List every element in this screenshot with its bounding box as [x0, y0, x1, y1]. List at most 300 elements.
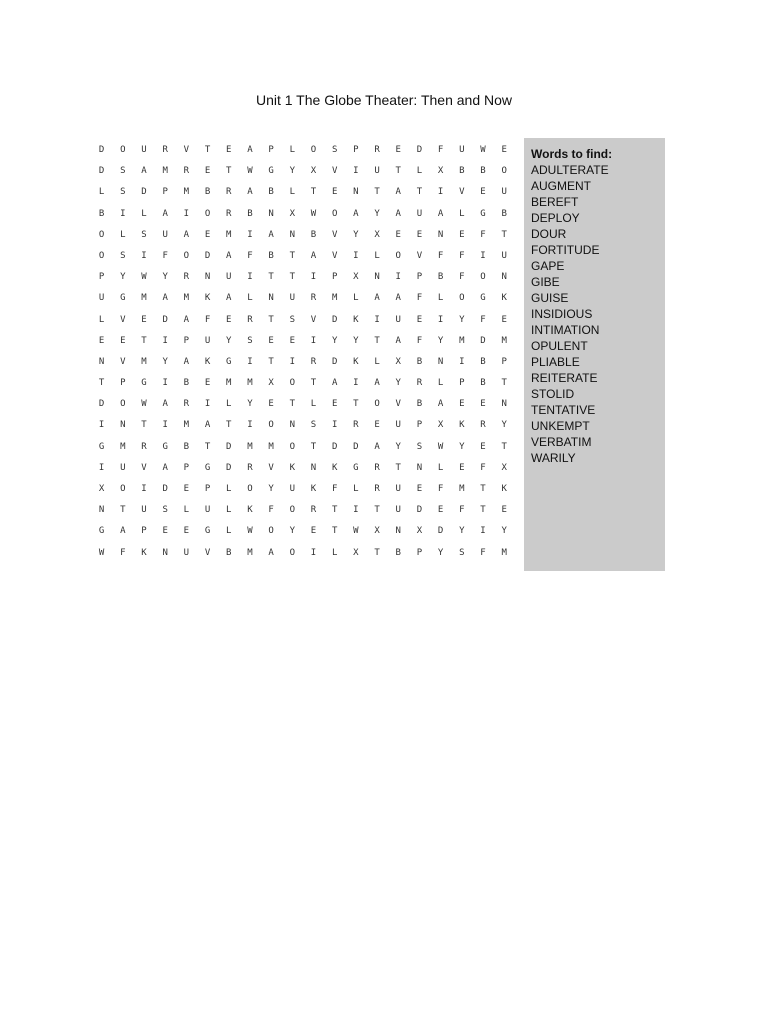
grid-letter: I: [310, 335, 317, 346]
grid-letter: E: [501, 505, 507, 516]
grid-letter: U: [204, 335, 211, 346]
grid-letter: L: [289, 145, 295, 155]
grid-letter: Y: [501, 420, 507, 431]
grid-letter: T: [310, 441, 317, 452]
grid-letter: E: [141, 314, 147, 325]
grid-letter: D: [98, 145, 105, 155]
word-list-item: GUISE: [531, 291, 569, 305]
word-search-grid: [91, 140, 515, 564]
grid-letter: I: [310, 272, 317, 283]
grid-letter: B: [183, 441, 190, 452]
grid-letter: I: [141, 250, 147, 261]
grid-letter: U: [501, 187, 507, 198]
word-list-item: WARILY: [531, 451, 576, 465]
grid-letter: N: [374, 272, 380, 283]
grid-letter: B: [480, 356, 486, 367]
grid-letter: P: [268, 145, 274, 155]
grid-letter: I: [247, 356, 253, 367]
grid-letter: E: [268, 335, 274, 346]
grid-letter: D: [204, 250, 211, 261]
grid-letter: G: [204, 462, 211, 473]
grid-letter: K: [310, 484, 317, 494]
grid-letter: W: [353, 526, 359, 537]
grid-letter: E: [162, 526, 168, 537]
grid-letter: O: [247, 484, 253, 494]
grid-letter: V: [331, 250, 338, 261]
grid-letter: O: [289, 505, 295, 516]
grid-letter: R: [480, 420, 486, 431]
grid-letter: L: [437, 378, 444, 389]
grid-letter: B: [226, 547, 232, 558]
grid-letter: R: [226, 187, 232, 198]
grid-letter: G: [480, 208, 486, 219]
grid-letter: M: [226, 378, 232, 389]
grid-letter: O: [204, 208, 211, 219]
grid-letter: X: [374, 526, 380, 537]
grid-letter: W: [247, 526, 253, 537]
grid-letter: L: [437, 462, 444, 473]
grid-letter: E: [480, 441, 486, 452]
word-list-item: DEPLOY: [531, 211, 580, 225]
grid-letter: A: [310, 250, 317, 261]
grid-letter: D: [98, 399, 105, 410]
grid-letter: Y: [395, 441, 401, 452]
grid-letter: I: [183, 208, 190, 219]
grid-letter: L: [459, 208, 465, 219]
grid-letter: T: [226, 166, 232, 177]
grid-letter: O: [374, 399, 380, 410]
grid-letter: L: [183, 505, 190, 516]
grid-letter: M: [459, 335, 465, 346]
grid-letter: A: [162, 399, 168, 410]
grid-letter: M: [183, 293, 190, 304]
grid-letter: E: [268, 399, 274, 410]
grid-letter: D: [162, 314, 168, 325]
grid-letter: O: [331, 208, 338, 219]
grid-letter: A: [395, 335, 401, 346]
grid-letter: U: [98, 293, 105, 304]
grid-letter: N: [289, 229, 295, 240]
grid-letter: U: [395, 420, 401, 431]
grid-letter: U: [204, 505, 211, 516]
grid-letter: S: [141, 229, 147, 240]
grid-letter: T: [374, 505, 380, 516]
grid-letter: L: [226, 505, 232, 516]
word-list-item: REITERATE: [531, 371, 598, 385]
grid-letter: V: [331, 229, 338, 240]
grid-letter: I: [353, 250, 359, 261]
grid-letter: T: [395, 462, 401, 473]
grid-letter: U: [183, 547, 190, 558]
grid-letter: M: [247, 547, 253, 558]
grid-letter: I: [353, 378, 359, 389]
grid-letter: Y: [226, 335, 232, 346]
grid-letter: T: [374, 187, 380, 198]
grid-letter: A: [204, 420, 211, 431]
grid-letter: T: [268, 314, 274, 325]
grid-letter: R: [310, 356, 317, 367]
grid-letter: D: [98, 166, 105, 177]
grid-letter: E: [459, 229, 465, 240]
grid-letter: Y: [501, 526, 507, 537]
grid-letter: A: [183, 229, 190, 240]
grid-letter: L: [437, 293, 444, 304]
grid-letter: O: [289, 547, 295, 558]
grid-letter: A: [141, 166, 147, 177]
grid-letter: Y: [289, 526, 295, 537]
grid-letter: I: [480, 250, 486, 261]
grid-letter: R: [310, 505, 317, 516]
grid-letter: I: [98, 462, 105, 473]
word-list-item: ADULTERATE: [531, 163, 609, 177]
grid-letter: E: [331, 399, 338, 410]
grid-letter: B: [310, 229, 317, 240]
word-list-item: FORTITUDE: [531, 243, 600, 257]
grid-letter: A: [120, 526, 126, 537]
grid-letter: X: [395, 356, 401, 367]
grid-letter: V: [183, 145, 190, 155]
grid-letter: U: [162, 229, 168, 240]
grid-letter: L: [120, 229, 126, 240]
grid-letter: R: [310, 293, 317, 304]
grid-letter: K: [353, 314, 359, 325]
grid-letter: T: [331, 505, 338, 516]
grid-letter: K: [501, 484, 507, 494]
grid-letter: U: [395, 314, 401, 325]
word-list-item: STOLID: [531, 387, 575, 401]
grid-letter: B: [416, 356, 423, 367]
grid-letter: T: [310, 378, 317, 389]
grid-letter: I: [162, 335, 168, 346]
word-list-panel: [524, 138, 665, 571]
grid-letter: O: [289, 378, 295, 389]
word-list-item: GAPE: [531, 259, 565, 273]
grid-letter: T: [353, 399, 359, 410]
grid-letter: D: [416, 145, 423, 155]
grid-letter: O: [98, 229, 105, 240]
grid-letter: O: [289, 441, 295, 452]
grid-letter: F: [331, 484, 338, 494]
grid-letter: K: [331, 462, 338, 473]
grid-letter: W: [310, 208, 317, 219]
grid-letter: A: [162, 293, 168, 304]
grid-letter: X: [353, 547, 359, 558]
grid-letter: G: [226, 356, 232, 367]
grid-letter: B: [204, 187, 211, 198]
grid-letter: G: [162, 441, 168, 452]
word-list-item: OPULENT: [531, 339, 588, 353]
grid-letter: P: [98, 272, 105, 283]
grid-letter: Y: [268, 484, 274, 494]
grid-letter: N: [310, 462, 317, 473]
grid-letter: N: [120, 420, 126, 431]
grid-letter: P: [183, 462, 190, 473]
grid-letter: N: [437, 229, 444, 240]
grid-letter: D: [331, 356, 338, 367]
grid-letter: T: [141, 335, 147, 346]
grid-letter: U: [501, 250, 507, 261]
grid-letter: I: [480, 526, 486, 537]
grid-letter: S: [120, 166, 126, 177]
grid-letter: S: [120, 250, 126, 261]
grid-letter: T: [374, 335, 380, 346]
grid-letter: T: [268, 272, 274, 283]
grid-letter: D: [331, 314, 338, 325]
grid-letter: L: [310, 399, 317, 410]
grid-letter: E: [204, 378, 211, 389]
grid-letter: L: [374, 356, 380, 367]
grid-letter: N: [416, 462, 423, 473]
grid-letter: Y: [353, 229, 359, 240]
grid-letter: F: [416, 335, 423, 346]
grid-letter: F: [437, 250, 444, 261]
grid-letter: G: [268, 166, 274, 177]
grid-letter: V: [459, 187, 465, 198]
grid-letter: B: [480, 166, 486, 177]
grid-letter: E: [480, 187, 486, 198]
grid-letter: K: [353, 356, 359, 367]
grid-letter: B: [437, 272, 444, 283]
grid-letter: B: [501, 208, 507, 219]
grid-letter: P: [416, 547, 423, 558]
grid-letter: U: [141, 145, 147, 155]
grid-letter: T: [480, 505, 486, 516]
grid-letter: U: [226, 272, 232, 283]
grid-letter: B: [395, 547, 401, 558]
grid-letter: I: [310, 547, 317, 558]
grid-letter: T: [120, 505, 126, 516]
grid-letter: R: [416, 378, 423, 389]
grid-letter: G: [98, 441, 105, 452]
grid-letter: O: [480, 272, 486, 283]
grid-letter: O: [120, 145, 126, 155]
grid-letter: U: [289, 484, 295, 494]
grid-letter: Y: [162, 272, 168, 283]
grid-letter: B: [459, 166, 465, 177]
grid-letter: R: [247, 314, 253, 325]
grid-letter: I: [353, 166, 359, 177]
grid-letter: I: [120, 208, 126, 219]
grid-letter: E: [395, 229, 401, 240]
grid-letter: L: [353, 293, 359, 304]
grid-letter: A: [353, 208, 359, 219]
grid-letter: E: [204, 229, 211, 240]
grid-letter: I: [162, 420, 168, 431]
grid-letter: T: [268, 356, 274, 367]
grid-letter: O: [459, 293, 465, 304]
grid-letter: N: [268, 293, 274, 304]
grid-letter: F: [437, 484, 444, 494]
grid-letter: O: [98, 250, 105, 261]
grid-letter: X: [353, 272, 359, 283]
grid-letter: L: [141, 208, 147, 219]
grid-letter: E: [437, 505, 444, 516]
word-list-item: DOUR: [531, 227, 567, 241]
grid-letter: X: [289, 208, 295, 219]
grid-letter: D: [226, 462, 232, 473]
grid-letter: E: [374, 420, 380, 431]
grid-letter: L: [331, 547, 338, 558]
grid-letter: G: [120, 293, 126, 304]
grid-letter: I: [437, 187, 444, 198]
grid-letter: D: [162, 484, 168, 494]
grid-letter: M: [331, 293, 338, 304]
grid-letter: F: [204, 314, 211, 325]
grid-letter: I: [353, 505, 359, 516]
grid-letter: E: [459, 399, 465, 410]
grid-letter: S: [310, 420, 317, 431]
grid-letter: P: [204, 484, 211, 494]
grid-letter: F: [268, 505, 274, 516]
grid-letter: F: [459, 272, 465, 283]
grid-letter: E: [289, 335, 295, 346]
grid-letter: I: [395, 272, 401, 283]
grid-letter: R: [374, 462, 380, 473]
grid-letter: M: [459, 484, 465, 494]
grid-letter: N: [268, 208, 274, 219]
grid-letter: I: [437, 314, 444, 325]
grid-letter: I: [459, 356, 465, 367]
grid-letter: F: [247, 250, 253, 261]
grid-letter: N: [162, 547, 168, 558]
grid-letter: I: [331, 420, 338, 431]
grid-letter: Y: [437, 547, 444, 558]
grid-letter: A: [183, 356, 190, 367]
grid-letter: N: [353, 187, 359, 198]
grid-letter: P: [141, 526, 147, 537]
grid-letter: P: [416, 420, 423, 431]
grid-letter: E: [395, 145, 401, 155]
grid-letter: W: [480, 145, 486, 155]
grid-letter: T: [98, 378, 105, 389]
grid-letter: Y: [437, 335, 444, 346]
word-list: [531, 162, 665, 466]
grid-letter: U: [416, 208, 423, 219]
grid-letter: A: [374, 293, 380, 304]
grid-letter: V: [268, 462, 274, 473]
grid-letter: X: [98, 484, 105, 494]
grid-letter: N: [98, 356, 105, 367]
grid-letter: T: [501, 378, 507, 389]
grid-letter: N: [501, 272, 507, 283]
grid-letter: D: [416, 505, 423, 516]
grid-letter: T: [395, 166, 401, 177]
grid-letter: P: [416, 272, 423, 283]
grid-letter: R: [183, 272, 190, 283]
grid-letter: U: [120, 462, 126, 473]
grid-letter: P: [120, 378, 126, 389]
grid-letter: I: [141, 484, 147, 494]
grid-letter: V: [395, 399, 401, 410]
grid-letter: N: [289, 420, 295, 431]
grid-letter: E: [183, 484, 190, 494]
grid-letter: X: [310, 166, 317, 177]
grid-letter: T: [289, 272, 295, 283]
grid-letter: F: [459, 250, 465, 261]
grid-letter: O: [268, 420, 274, 431]
grid-letter: R: [183, 399, 190, 410]
grid-letter: N: [204, 272, 211, 283]
grid-letter: G: [141, 378, 147, 389]
grid-letter: N: [501, 399, 507, 410]
grid-letter: I: [204, 399, 211, 410]
grid-letter: K: [204, 356, 211, 367]
grid-letter: P: [459, 378, 465, 389]
grid-letter: D: [226, 441, 232, 452]
grid-letter: L: [98, 314, 105, 325]
grid-letter: M: [247, 441, 253, 452]
grid-letter: E: [416, 314, 423, 325]
grid-letter: B: [416, 399, 423, 410]
grid-letter: W: [247, 166, 253, 177]
word-list-heading: Words to find:: [531, 147, 613, 161]
word-list-item: TENTATIVE: [531, 403, 596, 417]
grid-letter: I: [374, 314, 380, 325]
grid-letter: N: [437, 356, 444, 367]
grid-letter: S: [247, 335, 253, 346]
grid-letter: D: [353, 441, 359, 452]
grid-letter: E: [120, 335, 126, 346]
word-list-item: AUGMENT: [531, 179, 591, 193]
grid-letter: I: [247, 229, 253, 240]
grid-letter: U: [374, 166, 380, 177]
grid-letter: F: [416, 293, 423, 304]
grid-letter: T: [480, 484, 486, 494]
grid-letter: Y: [459, 441, 465, 452]
grid-letter: P: [353, 145, 359, 155]
grid-letter: L: [98, 187, 105, 198]
grid-letter: X: [268, 378, 274, 389]
grid-letter: T: [289, 250, 295, 261]
grid-letter: G: [98, 526, 105, 537]
grid-letter: U: [459, 145, 465, 155]
grid-letter: T: [331, 526, 338, 537]
grid-letter: P: [183, 335, 190, 346]
grid-letter: M: [183, 187, 190, 198]
grid-letter: O: [120, 399, 126, 410]
grid-letter: I: [289, 356, 295, 367]
grid-letter: I: [247, 272, 253, 283]
grid-letter: R: [353, 420, 359, 431]
grid-letter: D: [437, 526, 444, 537]
grid-letter: X: [437, 166, 444, 177]
grid-letter: S: [120, 187, 126, 198]
word-list-item: UNKEMPT: [531, 419, 590, 433]
grid-letter: E: [501, 145, 507, 155]
grid-letter: A: [374, 441, 380, 452]
grid-letter: A: [247, 187, 253, 198]
grid-letter: F: [480, 462, 486, 473]
grid-letter: M: [268, 441, 274, 452]
grid-letter: B: [480, 378, 486, 389]
grid-letter: V: [310, 314, 317, 325]
grid-letter: S: [416, 441, 423, 452]
grid-letter: Y: [331, 335, 338, 346]
grid-letter: V: [120, 314, 126, 325]
grid-letter: S: [289, 314, 295, 325]
grid-letter: L: [226, 484, 232, 494]
grid-letter: Y: [374, 208, 380, 219]
word-list-item: INTIMATION: [531, 323, 600, 337]
grid-letter: U: [141, 505, 147, 516]
grid-letter: V: [416, 250, 423, 261]
grid-letter: M: [501, 547, 507, 558]
grid-letter: N: [395, 526, 401, 537]
grid-letter: Y: [395, 378, 401, 389]
grid-letter: M: [183, 420, 190, 431]
grid-letter: S: [459, 547, 465, 558]
grid-letter: I: [162, 378, 168, 389]
